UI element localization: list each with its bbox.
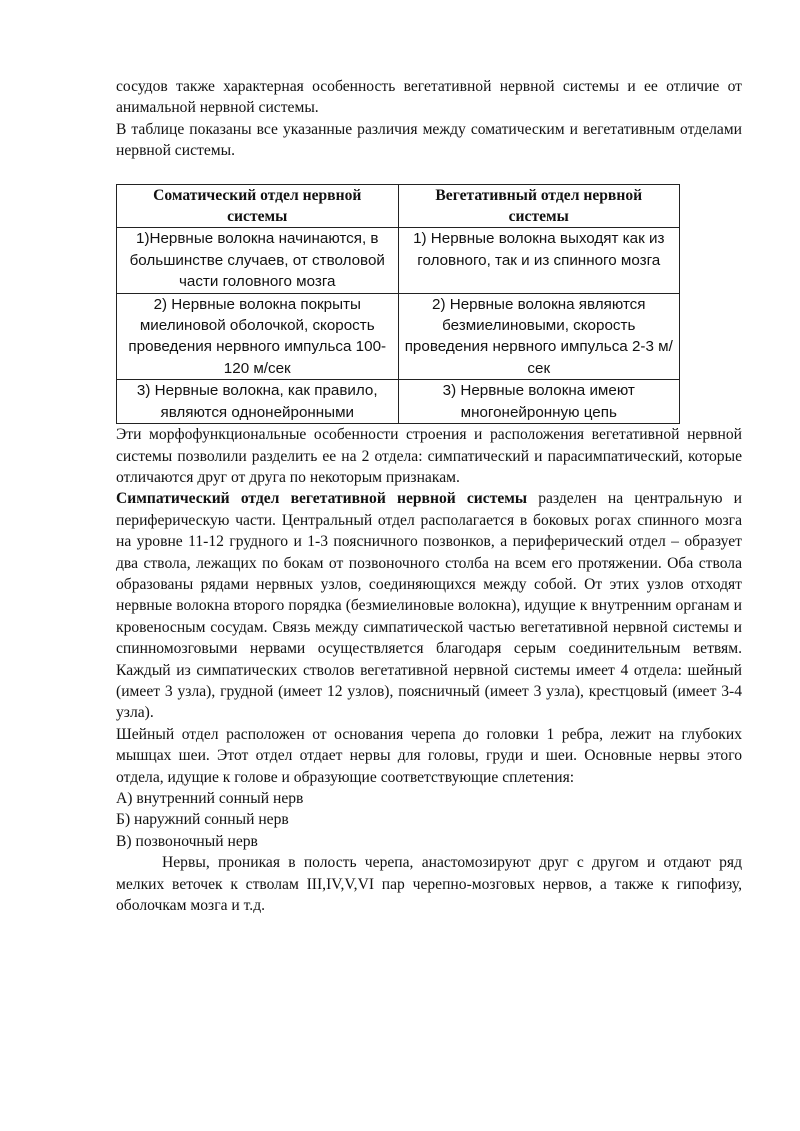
- sympathetic-text: разделен на центральную и периферическую части. Центральный отдел располагается в боковых рогах спинного мозга на уровне 11-12 грудного и 1-3 поясничного позвонков, а периферический отдел – образует два ствола, лежащих по бокам от позвоночного столба на всем его протяжении. Оба ствола образованы рядами нервных узлов, соединяющихся между собой. От этих узлов отходят нервные волокна второго порядка (безмиелиновые волокна), идущие к внутренним органам и кровеносным сосудам. Связь между симпатической частью вегетативной нервной системы и спинномозговыми нервами осуществляется благодаря серым соединительным ветвям. Каждый из симпатических стволов вегетативной нервной системы имеет 4 отдела: шейный (имеет 3 узла), грудной (имеет 12 узлов), поясничный (имеет 3 узла), крестцовый (имеет 3-4 узла).: [116, 490, 742, 722]
- paragraph-cervical: Шейный отдел расположен от основания черепа до головки 1 ребра, лежит на глубоких мышцах шеи. Этот отдел отдает нервы для головы, груди и шеи. Основные нервы этого отдела, идущие к голове и образующие соответствующие сплетения:: [116, 725, 742, 786]
- paragraph-table-intro: В таблице показаны все указанные различия между соматическим и вегетативным отделами нервной системы.: [116, 120, 742, 160]
- header-vegetative: Вегетативный отдел нервной системы: [398, 184, 680, 228]
- table-header-row: [117, 184, 680, 228]
- list-item: Б) наружний сонный нерв: [116, 811, 289, 829]
- table-cell: 1) Нервные волокна выходят как из головного, так и из спинного мозга: [398, 228, 680, 293]
- table-row: [117, 228, 680, 293]
- sympathetic-heading: Симпатический отдел вегетативной нервной системы: [116, 490, 528, 508]
- table-cell: 3) Нервные волокна, как правило, являются однонейронными: [117, 380, 399, 424]
- paragraph-after-table: Эти морфофункциональные особенности строения и расположения вегетативной нервной системы позволили разделить ее на 2 отдела: симпатический и парасимпатический, которые отличаются друг от друга по некоторым признакам.: [116, 426, 742, 486]
- table-cell: 2) Нервные волокна покрыты миелиновой оболочкой, скорость проведения нервного импульса 100-120 м/сек: [117, 293, 399, 380]
- table-row: [117, 293, 680, 380]
- header-somatic: Соматический отдел нервной системы: [117, 184, 399, 228]
- table-cell: 2) Нервные волокна являются безмиелиновыми, скорость проведения нервного импульса 2-3 м/сек: [398, 293, 680, 380]
- document-page: [116, 76, 742, 916]
- comparison-table: [116, 184, 680, 424]
- paragraph-intro-continuation: сосудов также характерная особенность вегетативной нервной системы и ее отличие от анимальной нервной системы.: [116, 78, 742, 117]
- paragraph-sympathetic: [116, 488, 742, 723]
- table-cell: 3) Нервные волокна имеют многонейронную цепь: [398, 380, 680, 424]
- list-item: В) позвоночный нерв: [116, 832, 258, 850]
- table-cell: 1)Нервные волокна начинаются, в большинстве случаев, от стволовой части головного мозга: [117, 228, 399, 293]
- table-row: [117, 380, 680, 424]
- list-item: А) внутренний сонный нерв: [116, 790, 304, 807]
- paragraph-final: Нервы, проникая в полость черепа, анастомозируют друг с другом и отдают ряд мелких веточек к стволам III,IV,V,VI пар черепно-мозговых нервов, а также к гипофизу, оболочкам мозга и т.д.: [116, 854, 742, 915]
